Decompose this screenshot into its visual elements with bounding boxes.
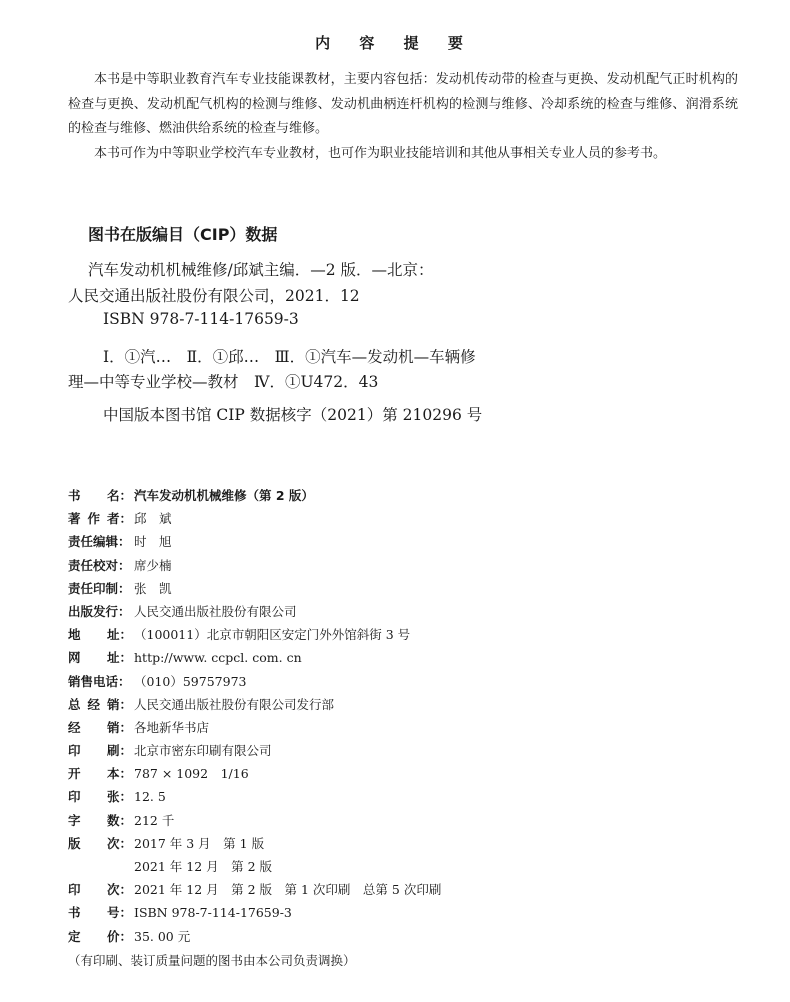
info-key-part: 经 [87, 696, 100, 712]
info-key [68, 878, 132, 901]
info-key-part: 者： [106, 511, 132, 527]
info-key [68, 832, 132, 855]
info-key [68, 855, 132, 878]
info-value: http://www. ccpcl. com. cn [134, 650, 302, 666]
info-value: （100011）北京市朝阳区安定门外外馆斜街 3 号 [134, 627, 411, 643]
info-row [68, 762, 748, 785]
info-key [68, 925, 132, 948]
info-value: 汽车发动机机械维修（第 2 版） [134, 488, 314, 503]
info-key-part: 总 [68, 696, 81, 712]
info-key [68, 716, 132, 739]
info-row [68, 716, 748, 739]
info-row [68, 832, 748, 855]
info-value: 席少楠 [134, 557, 172, 573]
info-row [68, 901, 748, 924]
info-value: 人民交通出版社股份有限公司 [134, 603, 297, 619]
info-row [68, 507, 748, 530]
info-row [68, 925, 748, 948]
info-key [68, 809, 132, 832]
info-row [68, 554, 748, 577]
info-key-part: 印 [68, 789, 81, 805]
info-key-part: 数： [106, 812, 132, 828]
info-key [68, 484, 132, 507]
info-key-part: 本： [106, 766, 132, 782]
info-key-part: 张： [106, 789, 132, 805]
info-key [68, 577, 132, 600]
info-row [68, 577, 748, 600]
info-row [68, 785, 748, 808]
cip-line-3: ISBN 978-7-114-17659-3 [103, 310, 299, 328]
info-value: （010）59757973 [134, 673, 247, 689]
info-key-part: 销： [106, 719, 132, 735]
info-key-part: 刷： [106, 743, 132, 759]
info-value: 各地新华书店 [134, 719, 210, 735]
cip-line-4: Ⅰ．①汽… Ⅱ．①邱… Ⅲ．①汽车—发动机—车辆修 [103, 348, 476, 366]
info-key-part: 次： [106, 835, 132, 851]
info-value: 12. 5 [134, 789, 166, 805]
info-row [68, 855, 748, 878]
info-key [68, 530, 132, 553]
info-key-part: 网 [68, 650, 81, 666]
info-value: 时 旭 [134, 534, 172, 550]
info-key [68, 507, 132, 530]
info-key-part: 出版发行： [68, 603, 131, 619]
info-row [68, 646, 748, 669]
info-key-part: 名： [106, 488, 132, 503]
info-key [68, 901, 132, 924]
info-value: ISBN 978-7-114-17659-3 [134, 905, 292, 921]
info-row [68, 623, 748, 646]
summary-section [68, 68, 738, 166]
info-key-part: 作 [87, 511, 100, 527]
info-key [68, 693, 132, 716]
info-key-part: 销售电话： [68, 673, 131, 689]
cip-line-2: 人民交通出版社股份有限公司，2021．12 [68, 287, 360, 305]
info-key-part: 责任校对： [68, 557, 131, 573]
cip-heading: 图书在版编目（CIP）数据 [88, 225, 278, 244]
info-value: 北京市密东印刷有限公司 [134, 743, 272, 759]
info-value: 邱 斌 [134, 511, 172, 527]
summary-paragraph-1: 本书是中等职业教育汽车专业技能课教材，主要内容包括：发动机传动带的检查与更换、发动机配气正时机构的检查与更换、发动机配气机构的检测与维修、发动机曲柄连杆机构的检测与维修、冷却系统的检查与维修、润滑系统的检查与维修、燃油供给系统的检查与维修。 [68, 72, 738, 136]
info-key [68, 785, 132, 808]
info-key-part: 销： [106, 696, 132, 712]
info-row [68, 693, 748, 716]
cip-line-1: 汽车发动机机械维修/邱斌主编．—2 版．—北京： [88, 261, 434, 279]
quality-note: （有印刷、装订质量问题的图书由本公司负责调换） [68, 953, 356, 968]
info-key-part: 地 [68, 627, 81, 643]
info-key-part: 定 [68, 928, 81, 944]
info-key-part: 开 [68, 766, 81, 782]
info-row [68, 878, 748, 901]
info-key-part: 号： [106, 905, 132, 921]
info-key [68, 623, 132, 646]
info-row [68, 484, 748, 507]
info-key-part: 址： [106, 627, 132, 643]
info-value: 张 凯 [134, 580, 172, 596]
info-key [68, 670, 132, 693]
info-value: 2021 年 12 月 第 2 版 第 1 次印刷 总第 5 次印刷 [134, 882, 442, 898]
info-key [68, 739, 132, 762]
info-row [68, 739, 748, 762]
info-row [68, 530, 748, 553]
info-key-part: 次： [106, 882, 132, 898]
summary-paragraph-2: 本书可作为中等职业学校汽车专业教材，也可作为职业技能培训和其他从事相关专业人员的参考书。 [94, 145, 667, 161]
info-key-part: 书 [68, 905, 81, 921]
publication-info [68, 484, 748, 948]
info-key-part: 字 [68, 812, 81, 828]
info-value: 2017 年 3 月 第 1 版 [134, 835, 265, 851]
info-key-part: 著 [68, 511, 81, 527]
info-value: 2021 年 12 月 第 2 版 [134, 859, 273, 874]
info-key-part: 价： [106, 928, 132, 944]
info-value: 人民交通出版社股份有限公司发行部 [134, 696, 335, 712]
info-row [68, 809, 748, 832]
info-row [68, 670, 748, 693]
info-value: 35. 00 元 [134, 928, 191, 944]
info-key [68, 762, 132, 785]
info-value: 787 × 1092 1/16 [134, 766, 249, 782]
info-value: 212 千 [134, 812, 175, 828]
info-key-part: 印 [68, 882, 81, 898]
info-key-part: 经 [68, 719, 81, 735]
info-key [68, 600, 132, 623]
cip-line-5: 理—中等专业学校—教材 Ⅳ．①U472．43 [68, 373, 379, 391]
info-key-part: 印 [68, 743, 81, 759]
page-title: 内 容 提 要 [315, 34, 475, 52]
cip-line-6: 中国版本图书馆 CIP 数据核字（2021）第 210296 号 [103, 406, 483, 424]
info-key [68, 554, 132, 577]
info-key-part: 版 [68, 835, 81, 851]
info-key [68, 646, 132, 669]
info-row [68, 600, 748, 623]
info-key-part: 址： [106, 650, 132, 666]
info-key-part: 责任编辑： [68, 534, 131, 550]
info-key-part: 责任印制： [68, 580, 131, 596]
info-key-part: 书 [68, 488, 81, 503]
